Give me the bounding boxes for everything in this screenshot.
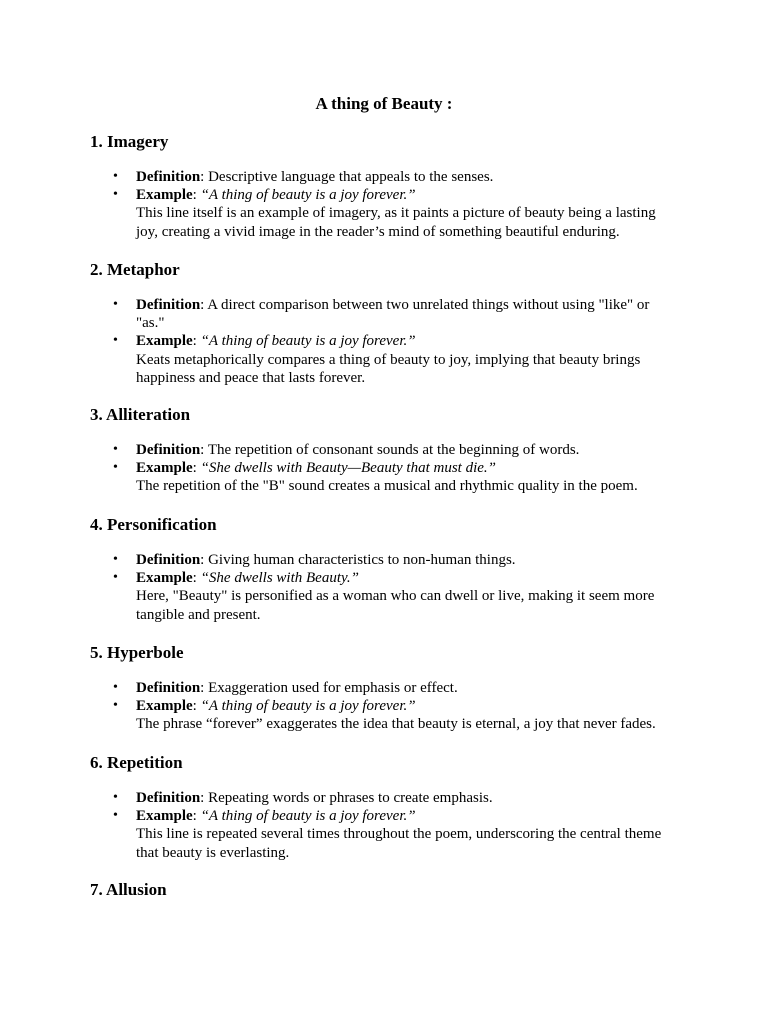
section-heading: 4. Personification (90, 515, 217, 534)
section-heading: 2. Metaphor (90, 260, 180, 279)
bullet-icon: • (113, 790, 118, 805)
section-heading: 6. Repetition (90, 753, 183, 772)
label-separator: : (192, 808, 201, 825)
definition-text: Giving human characteristics to non-human things. (208, 552, 516, 568)
example-item (90, 459, 680, 495)
example-quote: “A thing of beauty is a joy forever.” (200, 187, 416, 204)
example-explanation: Keats metaphorically compares a thing of beauty to joy, implying that beauty brings happiness and peace that lasts forever. (136, 351, 641, 386)
bullet-icon: • (113, 552, 118, 567)
section-hyperbole (90, 642, 680, 734)
bullet-icon: • (113, 297, 118, 312)
bullet-list (90, 168, 680, 241)
bullet-list (90, 441, 680, 496)
bullet-icon: • (113, 187, 118, 203)
section-metaphor (90, 259, 680, 387)
definition-label: Definition (136, 552, 201, 568)
bullet-list (90, 296, 680, 387)
label-separator: : (192, 187, 201, 204)
bullet-list (90, 679, 680, 734)
bullet-list (90, 551, 680, 624)
bullet-icon: • (113, 570, 118, 586)
example-label: Example (136, 698, 193, 715)
section-alliteration (90, 404, 680, 496)
bullet-list (90, 789, 680, 862)
example-label: Example (136, 460, 193, 477)
label-separator: : (200, 297, 208, 313)
section-repetition (90, 752, 680, 862)
example-label: Example (136, 333, 193, 350)
example-item (90, 186, 680, 241)
label-separator: : (200, 680, 209, 696)
label-separator: : (200, 169, 209, 185)
bullet-icon: • (113, 442, 118, 457)
definition-label: Definition (136, 680, 201, 696)
definition-label: Definition (136, 442, 201, 458)
example-explanation: The repetition of the "B" sound creates a musical and rhythmic quality in the poem. (136, 478, 638, 495)
label-separator: : (192, 460, 201, 477)
example-quote: “A thing of beauty is a joy forever.” (200, 698, 416, 715)
section-heading: 1. Imagery (90, 132, 169, 151)
definition-item (90, 296, 680, 332)
definition-text: A direct comparison between two unrelated things without using "like" or "as." (136, 297, 650, 332)
definition-item (90, 789, 680, 807)
bullet-icon: • (113, 698, 118, 714)
section-allusion (90, 879, 680, 901)
section-heading: 7. Allusion (90, 880, 167, 899)
label-separator: : (192, 570, 201, 587)
example-explanation: This line is repeated several times throughout the poem, underscoring the central theme that beauty is everlasting. (136, 826, 662, 861)
example-item (90, 332, 680, 387)
example-item (90, 569, 680, 624)
example-explanation: Here, "Beauty" is personified as a woman who can dwell or live, making it seem more tangible and present. (136, 588, 655, 623)
bullet-icon: • (113, 169, 118, 184)
section-heading: 5. Hyperbole (90, 643, 184, 662)
definition-text: Repeating words or phrases to create emphasis. (208, 790, 493, 806)
label-separator: : (200, 442, 208, 458)
definition-text: Descriptive language that appeals to the senses. (208, 169, 494, 185)
bullet-icon: • (113, 808, 118, 824)
example-label: Example (136, 570, 193, 587)
definition-label: Definition (136, 790, 201, 806)
definition-text: Exaggeration used for emphasis or effect. (208, 680, 458, 696)
label-separator: : (192, 333, 201, 350)
document-title: A thing of Beauty : (315, 94, 453, 113)
definition-item (90, 441, 680, 459)
definition-item (90, 551, 680, 569)
definition-item (90, 679, 680, 697)
section-personification (90, 514, 680, 624)
example-explanation: The phrase “forever” exaggerates the idea that beauty is eternal, a joy that never fades. (136, 716, 656, 733)
bullet-icon: • (113, 333, 118, 349)
example-quote: “She dwells with Beauty—Beauty that must die.” (200, 460, 496, 477)
section-heading: 3. Alliteration (90, 405, 191, 424)
example-item (90, 697, 680, 733)
label-separator: : (192, 698, 201, 715)
label-separator: : (200, 552, 209, 568)
example-item (90, 807, 680, 862)
definition-text: The repetition of consonant sounds at the beginning of words. (207, 442, 580, 458)
example-explanation: This line itself is an example of imagery, as it paints a picture of beauty being a lasting joy, creating a vivid image in the reader’s mind of something beautiful enduring. (136, 205, 656, 240)
example-label: Example (136, 187, 193, 204)
example-quote: “A thing of beauty is a joy forever.” (200, 808, 416, 825)
definition-label: Definition (136, 297, 201, 313)
bullet-icon: • (113, 680, 118, 695)
example-quote: “She dwells with Beauty.” (200, 570, 359, 587)
bullet-icon: • (113, 460, 118, 476)
label-separator: : (200, 790, 209, 806)
example-label: Example (136, 808, 193, 825)
example-quote: “A thing of beauty is a joy forever.” (200, 333, 416, 350)
definition-item (90, 168, 680, 186)
definition-label: Definition (136, 169, 201, 185)
section-imagery (90, 131, 680, 241)
